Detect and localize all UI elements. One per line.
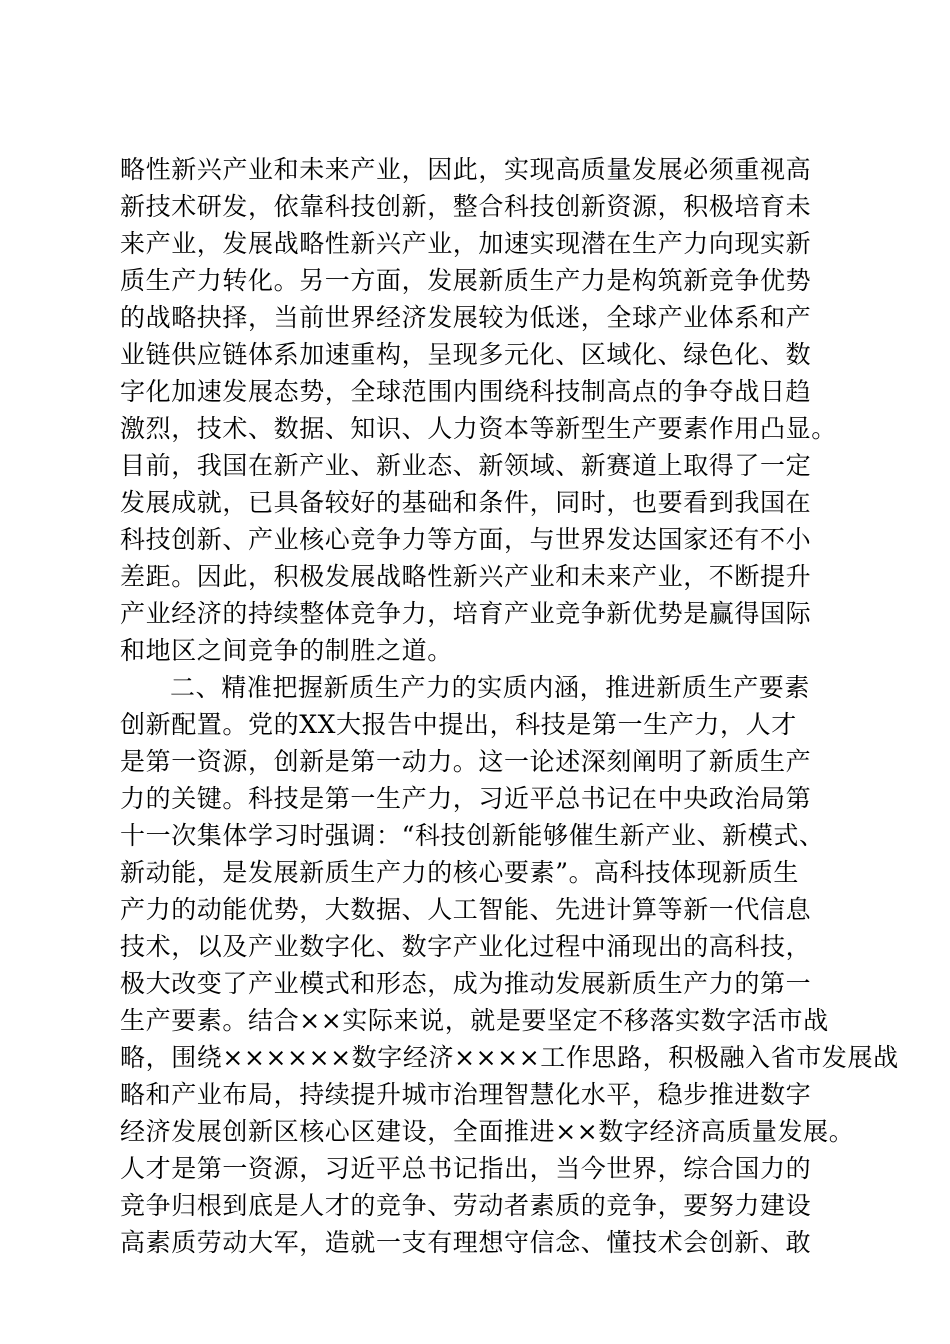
paragraph-heading-line: 二、精准把握新质生产力的实质内涵，推进新质生产要素 [170, 673, 811, 702]
text-line: 差距。因此，积极发展战略性新兴产业和未来产业，不断提升 [120, 562, 812, 591]
text-line: 经济发展创新区核心区建设，全面推进××数字经济高质量发展。 [120, 1117, 855, 1146]
text-line: 略，围绕××××××数字经济××××工作思路，积极融入省市发展战 [120, 1043, 899, 1072]
text-line: 目前，我国在新产业、新业态、新领域、新赛道上取得了一定 [120, 451, 812, 480]
text-line: 人才是第一资源，习近平总书记指出，当今世界，综合国力的 [120, 1154, 812, 1183]
text-line: 略和产业布局，持续提升城市治理智慧化水平，稳步推进数字 [120, 1080, 812, 1109]
text-line: 产业经济的持续整体竞争力，培育产业竞争新优势是赢得国际 [120, 599, 812, 628]
text-line: 新技术研发，依靠科技创新，整合科技创新资源，积极培育未 [120, 192, 812, 221]
text-line: 科技创新、产业核心竞争力等方面，与世界发达国家还有不小 [120, 525, 812, 554]
text-line: 竞争归根到底是人才的竞争、劳动者素质的竞争，要努力建设 [120, 1191, 812, 1220]
text-line: 产力的动能优势，大数据、人工智能、先进计算等新一代信息 [120, 895, 812, 924]
text-line: 的战略抉择，当前世界经济发展较为低迷，全球产业体系和产 [120, 303, 812, 332]
text-line: 质生产力转化。另一方面，发展新质生产力是构筑新竞争优势 [120, 266, 812, 295]
text-line: 是第一资源，创新是第一动力。这一论述深刻阐明了新质生产 [120, 747, 812, 776]
text-line: 来产业，发展战略性新兴产业，加速实现潜在生产力向现实新 [120, 229, 812, 258]
text-line: 技术，以及产业数字化、数字产业化过程中涌现出的高科技， [120, 932, 812, 961]
text-line: 高素质劳动大军，造就一支有理想守信念、懂技术会创新、敢 [120, 1228, 812, 1257]
text-line: 新动能，是发展新质生产力的核心要素”。高科技体现新质生 [120, 858, 799, 887]
body-text [120, 151, 899, 1261]
text-line: 业链供应链体系加速重构，呈现多元化、区域化、绿色化、数 [120, 340, 812, 369]
text-line: 发展成就，已具备较好的基础和条件，同时，也要看到我国在 [120, 488, 812, 517]
text-line: 十一次集体学习时强调：“科技创新能够催生新产业、新模式、 [120, 821, 825, 850]
text-line: 力的关键。科技是第一生产力，习近平总书记在中央政治局第 [120, 784, 812, 813]
text-line: 极大改变了产业模式和形态，成为推动发展新质生产力的第一 [120, 969, 812, 998]
text-line: 创新配置。党的XX大报告中提出，科技是第一生产力，人才 [120, 710, 797, 739]
text-line: 激烈，技术、数据、知识、人力资本等新型生产要素作用凸显。 [120, 414, 837, 443]
text-line: 和地区之间竞争的制胜之道。 [120, 636, 453, 665]
text-line: 略性新兴产业和未来产业，因此，实现高质量发展必须重视高 [120, 155, 812, 184]
text-line: 字化加速发展态势，全球范围内围绕科技制高点的争夺战日趋 [120, 377, 812, 406]
text-line: 生产要素。结合××实际来说，就是要坚定不移落实数字活市战 [120, 1006, 829, 1035]
